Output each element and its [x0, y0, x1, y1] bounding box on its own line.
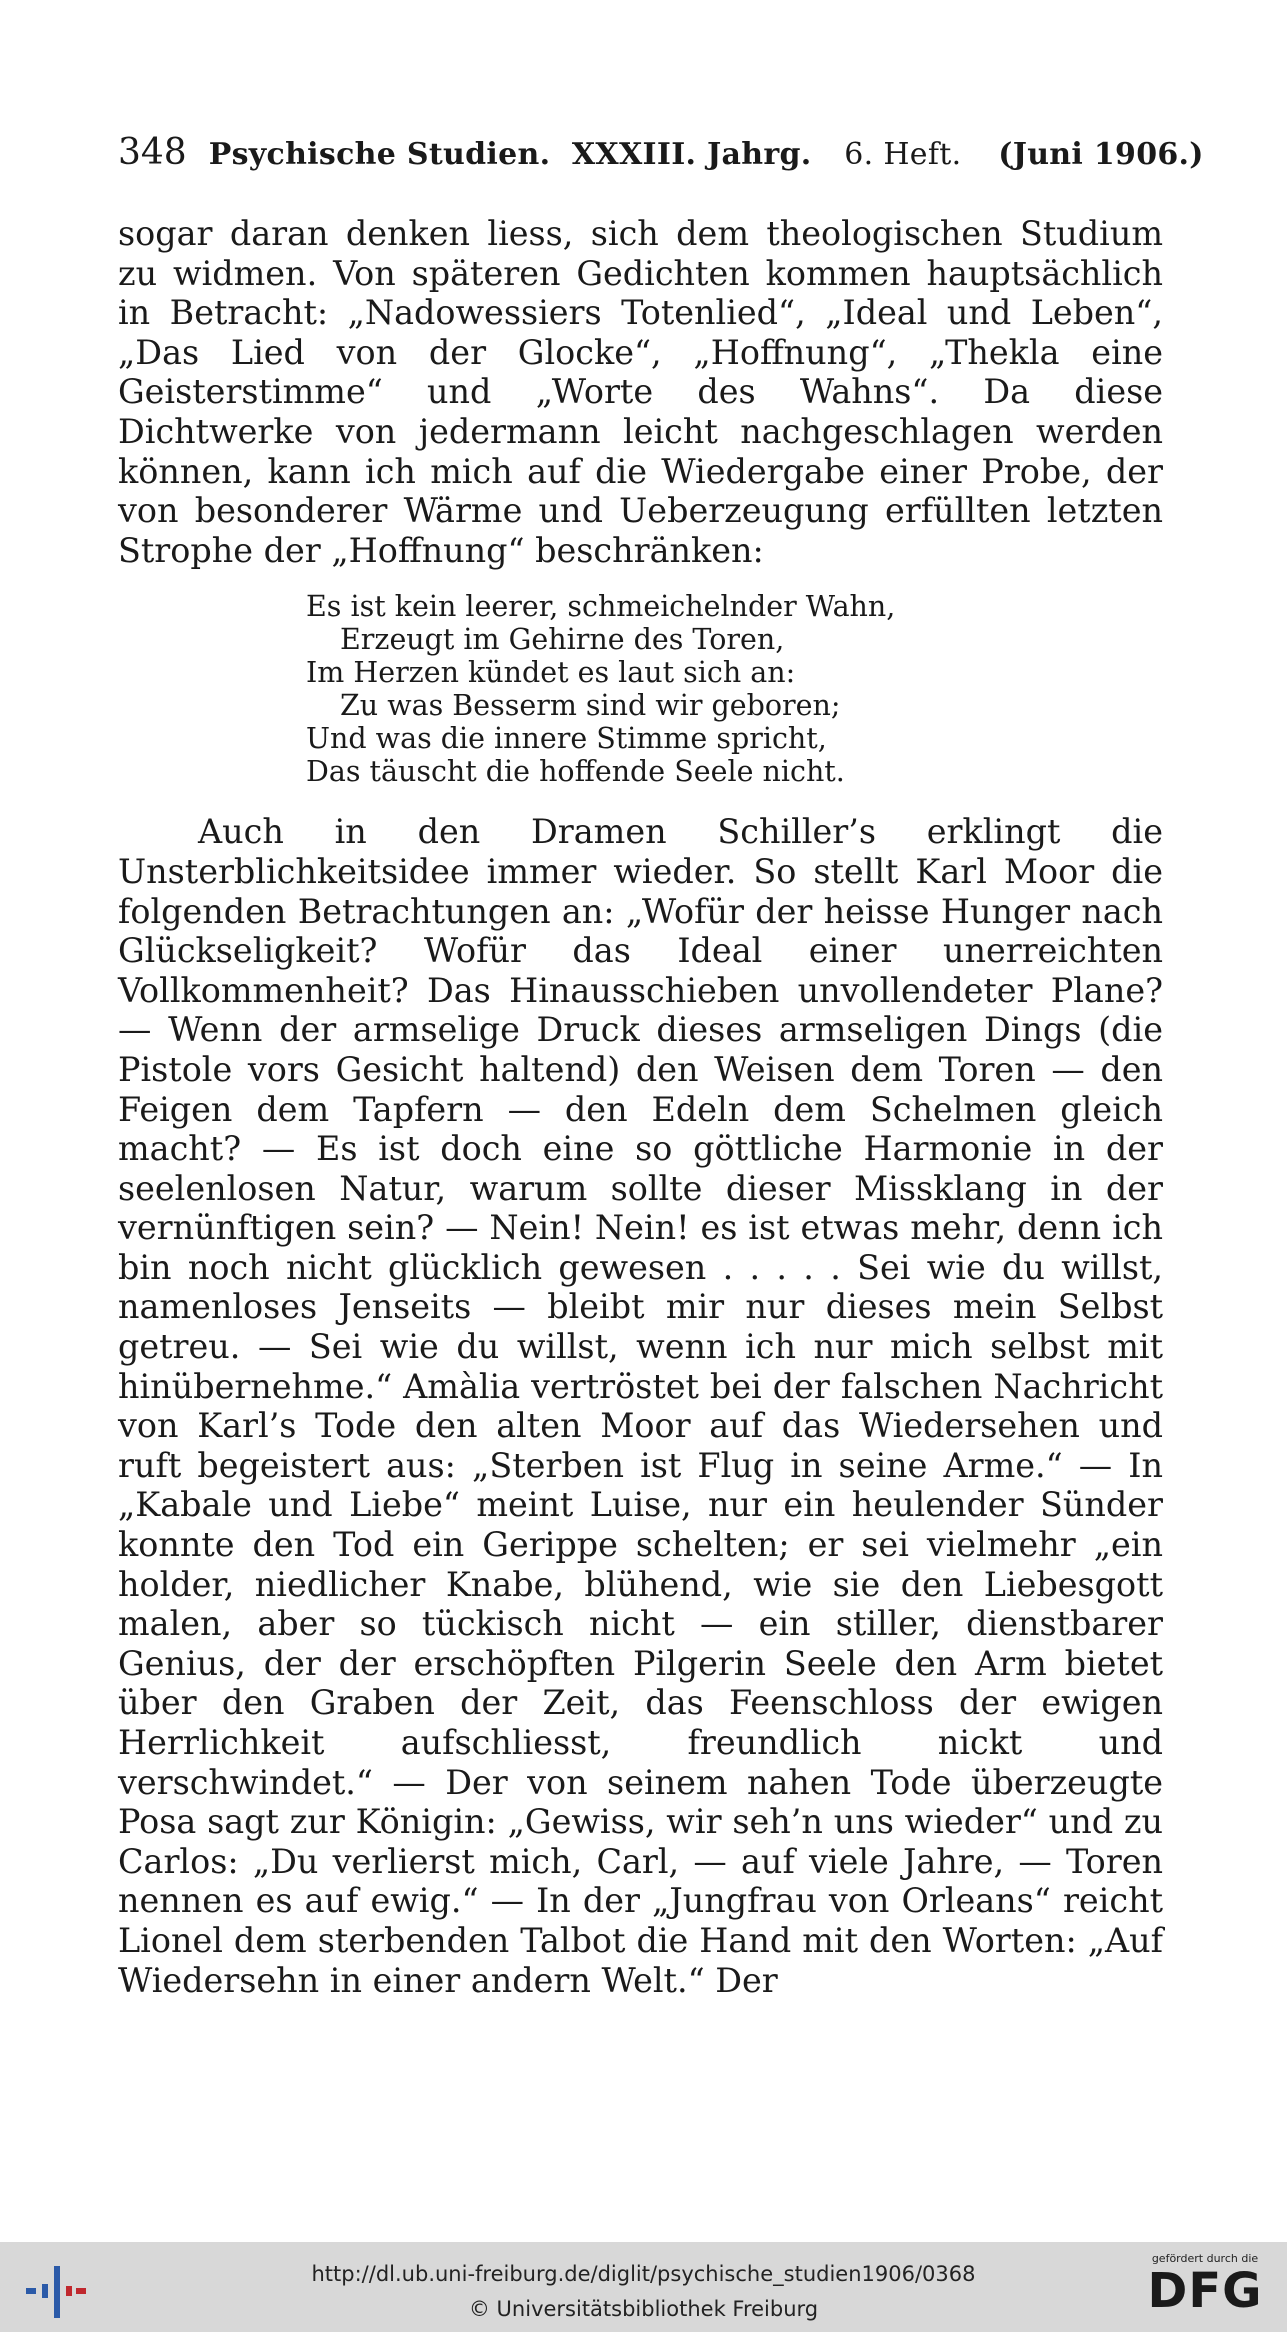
body-text — [118, 214, 1163, 2000]
poem-line: Zu was Besserm sind wir geboren; — [340, 689, 841, 723]
poem-line: Das täuscht die hoffende Seele nicht. — [306, 755, 845, 789]
viewer-footer — [0, 2242, 1287, 2332]
issue-date: (Juni 1906.) — [998, 137, 1204, 172]
issue: 6. Heft. — [844, 137, 962, 172]
dfg-logo — [1135, 2252, 1275, 2317]
poem-stanza — [306, 590, 1163, 788]
poem-line: Im Herzen kündet es laut sich an: — [306, 656, 796, 690]
poem-line: Erzeugt im Gehirne des Toren, — [340, 623, 785, 657]
document-url[interactable]: http://dl.ub.uni-freiburg.de/diglit/psychische_studien1906/0368 — [311, 2262, 976, 2286]
dfg-logo-text: DFG — [1147, 2263, 1263, 2319]
journal-name: Psychische Studien. — [208, 137, 551, 172]
running-title — [209, 137, 1204, 172]
page-number: 348 — [118, 132, 187, 173]
poem-line: Und was die innere Stimme spricht, — [306, 722, 827, 756]
paragraph-1: sogar daran denken liess, sich dem theologischen Studium zu widmen. Von späteren Gedichten kommen hauptsächlich in Betracht: „Nadowessiers Totenlied“, „Ideal und Leben“, „Das Lied von der Glocke“, „Hoffnung“, „Thekla eine Geisterstimme“ und „Worte des Wahns“. Da diese Dichtwerke von jedermann leicht nachgeschlagen werden können, kann ich mich auf die Wiedergabe einer Probe, der von besonderer Wärme und Ueberzeugung erfüllten letzten Strophe der „Hoffnung“ beschränken: — [118, 214, 1163, 570]
paragraph-2: Auch in den Dramen Schiller’s erklingt die Unsterblichkeitsidee immer wieder. So stellt Karl Moor die folgenden Betrachtungen an: „Wofür der heisse Hunger nach Glückseligkeit? Wofür das Ideal einer unerreichten Vollkommenheit? Das Hinausschieben unvollendeter Plane? — Wenn der armselige Druck dieses armseligen Dings (die Pistole vors Gesicht haltend) den Weisen dem Toren — den Feigen dem Tapfern — den Edeln dem Schelmen gleich macht? — Es ist doch eine so göttliche Harmonie in der seelenlosen Natur, warum sollte dieser Missklang in der vernünftigen sein? — Nein! Nein! es ist etwas mehr, denn ich bin noch nicht glücklich gewesen . . . . . Sei wie du willst, namenloses Jenseits — bleibt mir nur dieses mein Selbst getreu. — Sei wie du willst, wenn ich nur mich selbst mit hinübernehme.“ Amàlia vertröstet bei der falschen Nachricht von Karl’s Tode den alten Moor auf das Wiedersehen und ruft begeistert aus: „Sterben ist Flug in seine Arme.“ — In „Kabale und Liebe“ meint Luise, nur ein heulender Sünder konnte den Tod ein Gerippe schelten; er sei vielmehr „ein holder, niedlicher Knabe, blühend, wie sie den Liebesgott malen, aber so tückisch nicht — ein stiller, dienstbarer Genius, der der erschöpften Pilgerin Seele den Arm bietet über den Graben der Zeit, das Feenschloss der ewigen Herrlichkeit aufschliesst, freundlich nickt und verschwindet.“ — Der von seinem nahen Tode überzeugte Posa sagt zur Königin: „Gewiss, wir seh’n uns wieder“ und zu Carlos: „Du verlierst mich, Carl, — auf viele Jahre, — Toren nennen es auf ewig.“ — In der „Jungfrau von Orleans“ reicht Lionel dem sterbenden Talbot die Hand mit den Worten: „Auf Wiedersehn in einer andern Welt.“ Der — [118, 812, 1163, 2000]
poem-line: Es ist kein leerer, schmeichelnder Wahn, — [306, 590, 896, 624]
running-header — [118, 132, 1204, 173]
dfg-caption: gefördert durch die — [1151, 2252, 1259, 2265]
copyright-notice: © Universitätsbibliothek Freiburg — [468, 2297, 819, 2321]
volume: XXXIII. Jahrg. — [571, 137, 812, 172]
